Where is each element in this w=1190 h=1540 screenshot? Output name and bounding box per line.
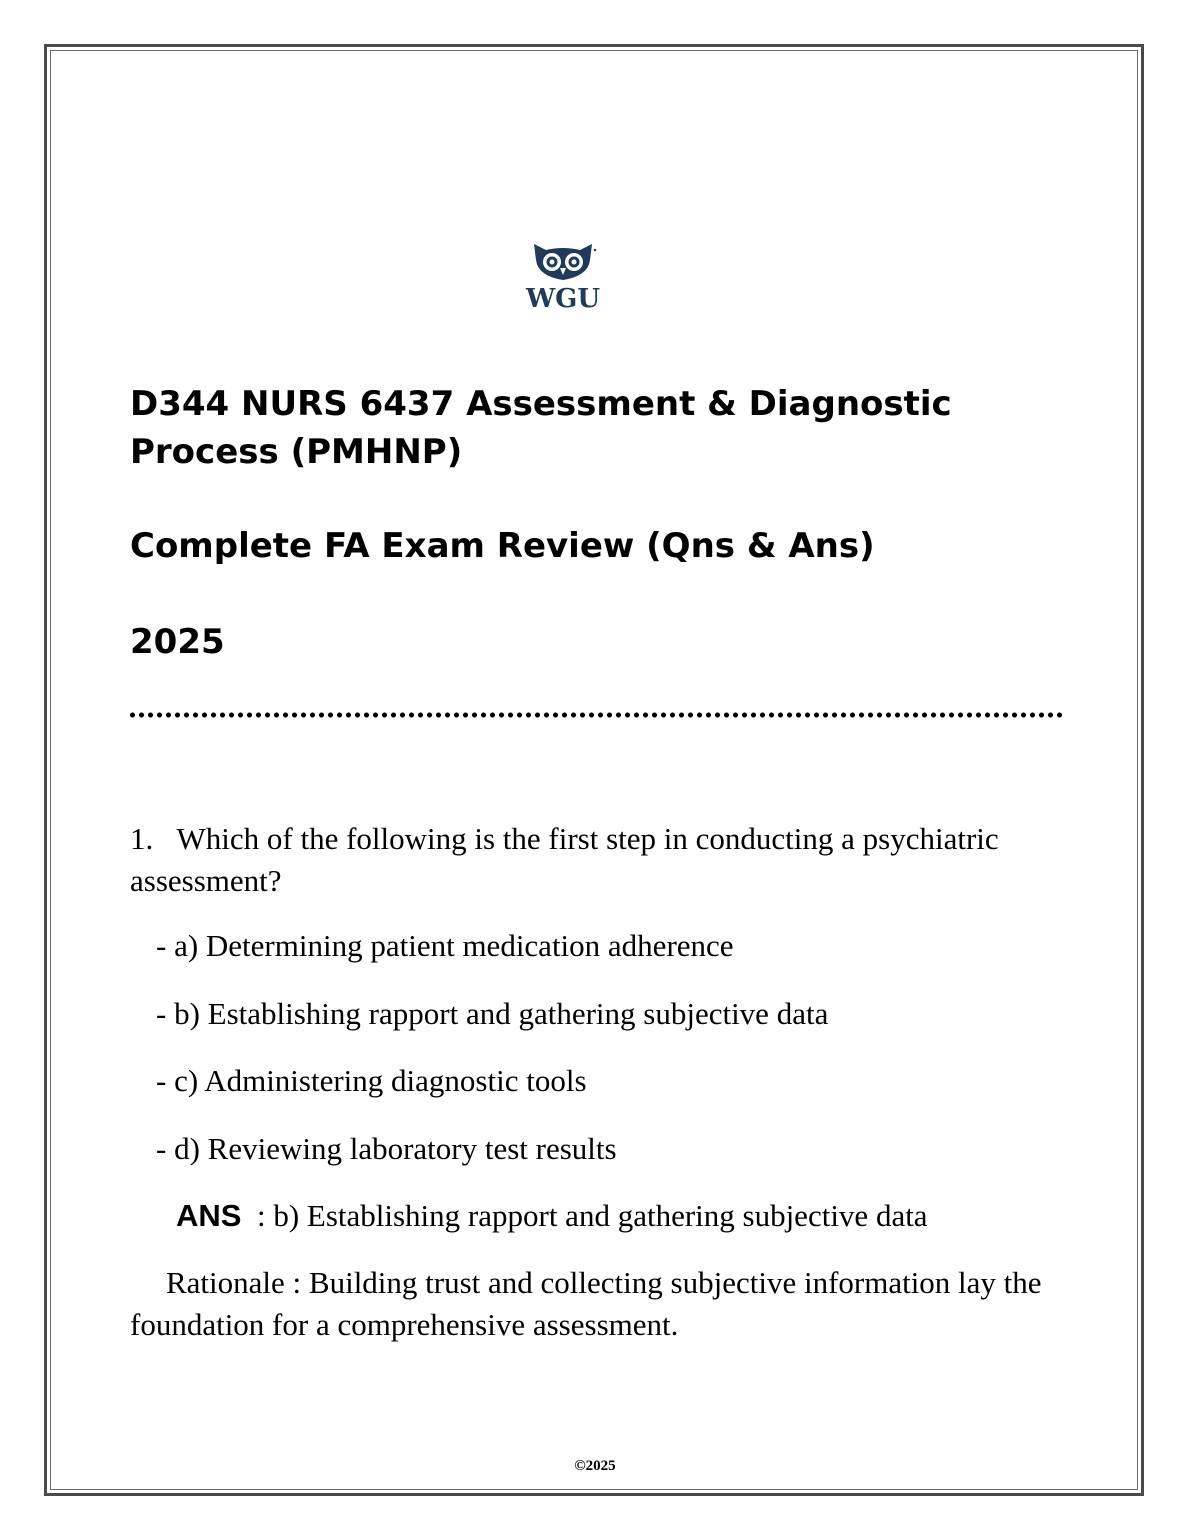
document-subtitle: Complete FA Exam Review (Qns & Ans) bbox=[130, 526, 875, 566]
dotted-divider bbox=[128, 712, 1064, 718]
question-body: Which of the following is the first step in conducting a psychiatric assessment? bbox=[130, 821, 999, 898]
option-c: - c) Administering diagnostic tools bbox=[156, 1063, 587, 1098]
answer-label: ANS bbox=[176, 1198, 242, 1233]
option-d: - d) Reviewing laboratory test results bbox=[156, 1131, 617, 1166]
answer-line bbox=[176, 1194, 928, 1238]
answer-text: : b) Establishing rapport and gathering subjective data bbox=[256, 1198, 928, 1233]
logo-text: WGU bbox=[525, 284, 601, 314]
copyright-footer: ©2025 bbox=[574, 1458, 616, 1474]
document-year: 2025 bbox=[130, 622, 225, 662]
question-text bbox=[130, 818, 1060, 902]
owl-icon bbox=[518, 240, 608, 284]
option-b: - b) Establishing rapport and gathering subjective data bbox=[156, 996, 829, 1031]
option-a: - a) Determining patient medication adherence bbox=[156, 928, 734, 963]
document-title: D344 NURS 6437 Assessment & Diagnostic Process (PMHNP) bbox=[130, 384, 952, 472]
question-number: 1. bbox=[130, 821, 154, 856]
wgu-logo bbox=[518, 240, 608, 316]
rationale-text: Rationale : Building trust and collecting subjective information lay the foundation for a comprehensive assessment. bbox=[130, 1265, 1042, 1342]
